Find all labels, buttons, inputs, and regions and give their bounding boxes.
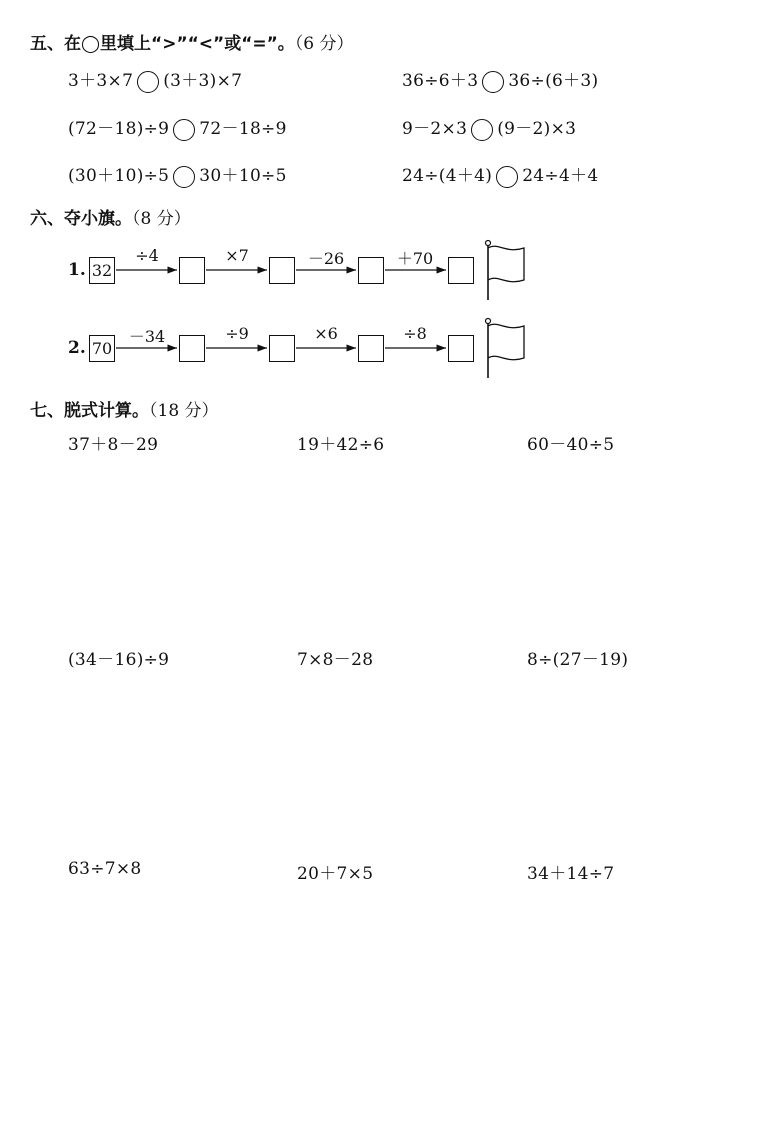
chain1-op: ÷4 [135,246,159,265]
calc-item: 60－40÷5 [527,435,615,455]
calc-item: 34＋14÷7 [527,864,615,884]
chain2-arrows [0,0,771,400]
section5-points: （6 分） [294,34,354,54]
answer-box[interactable] [448,335,474,362]
compare-right: 24÷4＋4 [522,166,599,186]
answer-box[interactable] [179,335,205,362]
calc-item: 19＋42÷6 [297,435,385,455]
compare-right: 72－18÷9 [199,119,287,139]
chain1-start-box: 32 [89,257,115,284]
calc-item: 37＋8－29 [68,435,159,455]
chain2-start-box: 70 [89,335,115,362]
compare-right: 36÷(6＋3) [508,71,599,91]
compare-left: 24÷(4＋4) [402,166,493,186]
flag-icon [480,316,530,382]
chain1-op: ×7 [225,246,249,265]
answer-box[interactable] [358,335,384,362]
chain2-label: 2. [68,338,86,358]
section6-points: （8 分） [132,209,191,229]
section7-title: 七、脱式计算。 [30,401,149,421]
chain1-label: 1. [68,260,86,280]
section7-points: （18 分） [149,401,219,421]
calc-item: 63÷7×8 [68,859,142,879]
compare-left: 36÷6＋3 [402,71,479,91]
compare-left: 9－2×3 [402,119,468,139]
chain2-op: ×6 [314,324,338,343]
section5-title: 五、在◯里填上“>”“<”或“=”。 [30,34,295,54]
compare-left: 3＋3×7 [68,71,134,91]
section6-title: 六、夺小旗。 [30,209,132,229]
compare-left: (30＋10)÷5 [68,166,170,186]
chain2-op: ÷9 [225,324,249,343]
calc-item: (34－16)÷9 [68,650,170,670]
chain1-op: ＋70 [396,249,434,268]
compare-left: (72－18)÷9 [68,119,170,139]
calc-item: 8÷(27－19) [527,650,629,670]
compare-right: 30＋10÷5 [199,166,287,186]
calc-item: 7×8－28 [297,650,374,670]
section7-heading [30,396,219,421]
compare-right: (3＋3)×7 [163,71,243,91]
chain1-op: －26 [307,249,345,268]
chain2-op: －34 [128,327,166,346]
chain2-op: ÷8 [403,324,427,343]
answer-box[interactable] [269,335,295,362]
compare-right: (9－2)×3 [497,119,577,139]
calc-item: 20＋7×5 [297,864,374,884]
